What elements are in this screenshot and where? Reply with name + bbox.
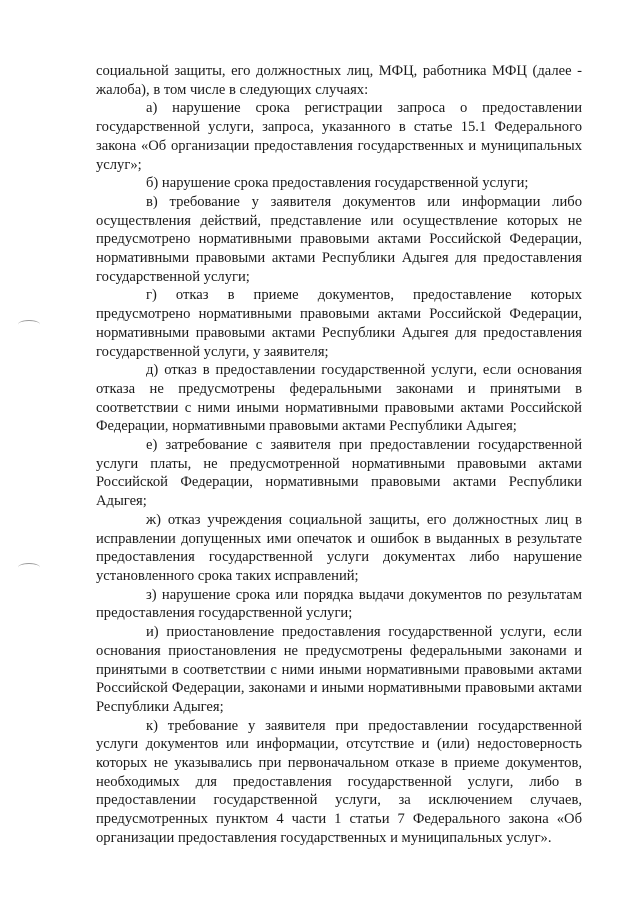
- scan-punch-mark-bottom: [18, 563, 40, 572]
- paragraph-item-e: е) затребование с заявителя при предоставлении государственной услуги платы, не предусмотренной нормативными правовыми актами Российской Федерации, нормативными правовыми актами Республики Адыгея;: [96, 437, 582, 510]
- paragraph-item-a: а) нарушение срока регистрации запроса о предоставлении государственной услуги, запроса, указанного в статье 15.1 Федерального закона «Об организации предоставления государственных и муниципальных услуг»;: [96, 100, 582, 173]
- paragraph-item-k: к) требование у заявителя при предоставлении государственной услуги документов или информации, отсутствие и (или) недостоверность которых не указывались при первоначальном отказе в приеме документов, необходимых для предоставления государственной услуги, либо в предоставлении государственной услуги, за исключением случаев, предусмотренных пунктом 4 части 1 статьи 7 Федерального закона «Об организации предоставления государственных и муниципальных услуг».: [96, 717, 582, 846]
- paragraph-item-b: б) нарушение срока предоставления государственной услуги;: [146, 175, 529, 192]
- paragraph-item-z: з) нарушение срока или порядка выдачи документов по результатам предоставления государственной услуги;: [96, 586, 582, 622]
- scan-punch-mark-top: [18, 320, 40, 329]
- document-body: [96, 62, 582, 848]
- paragraph-item-i: и) приостановление предоставления государственной услуги, если основания приостановления не предусмотрены федеральными законами и принятыми в соответствии с ними иными нормативными правовыми актами Российской Федерации, законами и иными нормативными правовыми актами Республики Адыгея;: [96, 624, 582, 715]
- paragraph-item-zh: ж) отказ учреждения социальной защиты, его должностных лиц в исправлении допущенных ими опечаток и ошибок в выданных в результате предоставления государственной услуги документах либо нарушение установленного срока таких исправлений;: [96, 511, 582, 584]
- paragraph-item-d: д) отказ в предоставлении государственной услуги, если основания отказа не предусмотрены федеральными законами и принятыми в соответствии с ними иными нормативными правовыми актами Российской Федерации, нормативными правовыми актами Республики Адыгея;: [96, 362, 582, 435]
- paragraph-item-v: в) требование у заявителя документов или информации либо осуществления действий, представление или осуществление которых не предусмотрено нормативными правовыми актами Российской Федерации, нормативными правовыми актами Республики Адыгея для предоставления государственной услуги;: [96, 193, 582, 285]
- paragraph-item-g: г) отказ в приеме документов, предоставление которых предусмотрено нормативными правовыми актами Российской Федерации, нормативными правовыми актами Республики Адыгея для предоставления государственной услуги, у заявителя;: [96, 287, 582, 360]
- paragraph-intro: социальной защиты, его должностных лиц, МФЦ, работника МФЦ (далее - жалоба), в том числе в следующих случаях:: [96, 63, 582, 98]
